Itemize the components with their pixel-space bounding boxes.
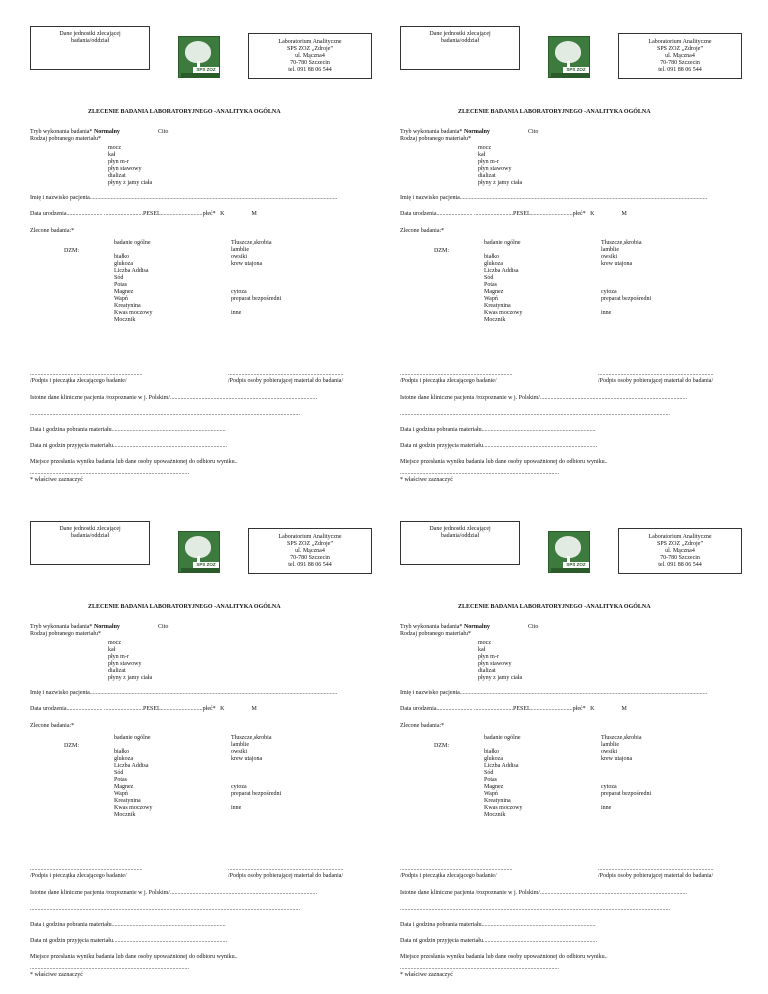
lab-box bbox=[618, 33, 742, 79]
signature-dots-left: ........................................................................... bbox=[400, 866, 513, 872]
tree-icon bbox=[555, 536, 581, 558]
footnote: * właściwe zaznaczyć bbox=[30, 972, 83, 978]
material-label: Rodzaj pobranego materiału* bbox=[30, 136, 101, 142]
tryb-normal[interactable]: Normalny bbox=[463, 129, 490, 135]
lab-address: Laboratorium Analityczne SPS ZOZ „Zdroje” ul. Mączna4 70-780 Szczecin tel. 091 88 06 544 bbox=[278, 39, 342, 73]
tryb-row: Tryb wykonania badania* Normalny bbox=[400, 624, 490, 630]
lab-logo bbox=[178, 36, 220, 78]
lab-address: Laboratorium Analityczne SPS ZOZ „Zdroje” ul. Mączna4 70-780 Szczecin tel. 091 88 06 544 bbox=[648, 39, 712, 73]
tests-column-1[interactable]: badanie ogólne białko glukoza Liczba Addisa Sód Potas Magnez Wapń Kreatynina Kwas moczowy Mocznik bbox=[484, 240, 523, 323]
signature-collecting: /Podpis osoby pobierającej materiał do badania/ bbox=[598, 873, 714, 879]
tests-column-2[interactable]: Tłuszcze,skrobia lamblie owsiki krew utajona cytoza preparat bezpośredni inne bbox=[231, 735, 282, 811]
footer-dots: .......................................................................................................... bbox=[400, 965, 559, 971]
ordering-unit-text: Dane jednostki zlecającej badania/oddział bbox=[429, 31, 491, 44]
clinical-data-dots[interactable]: .................................................................................................................................................................................... bbox=[30, 906, 300, 912]
material-label: Rodzaj pobranego materiału* bbox=[30, 631, 101, 637]
form-title: ZLECENIE BADANIA LABORATORYJNEGO -ANALITYKA OGÓLNA bbox=[458, 109, 651, 115]
collection-time-line[interactable]: Data i godzina pobrania materiału............................................................................ bbox=[400, 427, 596, 433]
clinical-data-dots[interactable]: .................................................................................................................................................................................... bbox=[400, 906, 670, 912]
clinical-data-dots[interactable]: .................................................................................................................................................................................... bbox=[30, 411, 300, 417]
lab-box bbox=[618, 528, 742, 574]
logo-text: SPS ZOZ bbox=[193, 562, 219, 568]
footer-dots: .......................................................................................................... bbox=[30, 965, 189, 971]
clinical-data-line[interactable]: Istotne dane kliniczne pacjenta /rozpoznanie w j. Polskim/.................................................................................................. bbox=[30, 395, 317, 401]
patient-name-line[interactable]: Imię i nazwisko pacjenta..................................................................................................................................................................... bbox=[30, 690, 338, 696]
tryb-cito[interactable]: Cito bbox=[158, 129, 169, 135]
tryb-normal[interactable]: Normalny bbox=[463, 624, 490, 630]
clinical-data-line[interactable]: Istotne dane kliniczne pacjenta /rozpoznanie w j. Polskim/.................................................................................................. bbox=[30, 890, 317, 896]
collection-time-line[interactable]: Data i godzina pobrania materiału............................................................................ bbox=[30, 922, 226, 928]
tryb-row: Tryb wykonania badania* Normalny bbox=[400, 129, 490, 135]
tests-column-1[interactable]: badanie ogólne białko glukoza Liczba Addisa Sód Potas Magnez Wapń Kreatynina Kwas moczowy Mocznik bbox=[114, 735, 153, 818]
tests-column-2[interactable]: Tłuszcze,skrobia lamblie owsiki krew utajona cytoza preparat bezpośredni inne bbox=[231, 240, 282, 316]
dzm-label: DZM: bbox=[434, 743, 449, 749]
material-options[interactable]: mocz kał płyn m-r płyn stawowy dializat płyny z jamy ciała bbox=[478, 145, 523, 186]
tree-icon bbox=[185, 536, 211, 558]
material-label: Rodzaj pobranego materiału* bbox=[400, 631, 471, 637]
tests-column-2[interactable]: Tłuszcze,skrobia lamblie owsiki krew utajona cytoza preparat bezpośredni inne bbox=[601, 735, 652, 811]
tryb-row: Tryb wykonania badania* Normalny bbox=[30, 129, 120, 135]
signature-dots-left: ........................................................................... bbox=[30, 371, 143, 377]
tryb-normal[interactable]: Normalny bbox=[93, 624, 120, 630]
tests-column-2[interactable]: Tłuszcze,skrobia lamblie owsiki krew utajona cytoza preparat bezpośredni inne bbox=[601, 240, 652, 316]
footer-dots: .......................................................................................................... bbox=[30, 470, 189, 476]
clinical-data-line[interactable]: Istotne dane kliniczne pacjenta /rozpoznanie w j. Polskim/.................................................................................................. bbox=[400, 395, 687, 401]
clinical-data-line[interactable]: Istotne dane kliniczne pacjenta /rozpoznanie w j. Polskim/.................................................................................................. bbox=[400, 890, 687, 896]
signature-ordering: /Podpis i pieczątka zlecającego badanie/ bbox=[400, 873, 497, 879]
logo-text: SPS ZOZ bbox=[193, 67, 219, 73]
signature-collecting: /Podpis osoby pobierającej materiał do badania/ bbox=[228, 378, 344, 384]
tryb-cito[interactable]: Cito bbox=[528, 129, 539, 135]
signature-ordering: /Podpis i pieczątka zlecającego badanie/ bbox=[30, 378, 127, 384]
form-title: ZLECENIE BADANIA LABORATORYJNEGO -ANALITYKA OGÓLNA bbox=[88, 604, 281, 610]
signature-dots-right: ............................................................................. bbox=[598, 371, 714, 377]
tree-icon bbox=[555, 41, 581, 63]
lab-logo bbox=[178, 531, 220, 573]
ordering-unit-text: Dane jednostki zlecającej badania/oddział bbox=[59, 526, 121, 539]
dzm-label: DZM: bbox=[64, 743, 79, 749]
lab-box bbox=[248, 33, 372, 79]
result-destination-line[interactable]: Miejsce przesłania wyniku badania lub dane osoby upoważnionej do odbioru wyniku.. bbox=[400, 954, 608, 960]
signature-dots-left: ........................................................................... bbox=[400, 371, 513, 377]
patient-name-line[interactable]: Imię i nazwisko pacjenta..................................................................................................................................................................... bbox=[30, 195, 338, 201]
collection-time-line[interactable]: Data i godzina pobrania materiału............................................................................ bbox=[400, 922, 596, 928]
logo-text: SPS ZOZ bbox=[563, 67, 589, 73]
tryb-normal[interactable]: Normalny bbox=[93, 129, 120, 135]
patient-name-line[interactable]: Imię i nazwisko pacjenta..................................................................................................................................................................... bbox=[400, 195, 708, 201]
order-form bbox=[0, 495, 384, 992]
lab-logo bbox=[548, 36, 590, 78]
birth-pesel-line[interactable]: Data urodzenia........................ ..........................PESEL............................płeć* K M bbox=[400, 211, 627, 217]
birth-pesel-line[interactable]: Data urodzenia........................ ..........................PESEL............................płeć* K M bbox=[30, 706, 257, 712]
footnote: * właściwe zaznaczyć bbox=[400, 477, 453, 483]
tests-column-1[interactable]: badanie ogólne białko glukoza Liczba Addisa Sód Potas Magnez Wapń Kreatynina Kwas moczowy Mocznik bbox=[114, 240, 153, 323]
dzm-label: DZM: bbox=[434, 248, 449, 254]
receipt-time-line[interactable]: Data ni godzin przyjęcia materiału............................................................................ bbox=[400, 938, 597, 944]
ordered-tests-label: Zlecone badania:* bbox=[400, 228, 445, 234]
ordering-unit-box bbox=[400, 521, 520, 565]
signature-dots-right: ............................................................................. bbox=[598, 866, 714, 872]
footnote: * właściwe zaznaczyć bbox=[30, 477, 83, 483]
material-label: Rodzaj pobranego materiału* bbox=[400, 136, 471, 142]
signature-collecting: /Podpis osoby pobierającej materiał do badania/ bbox=[228, 873, 344, 879]
material-options[interactable]: mocz kał płyn m-r płyn stawowy dializat płyny z jamy ciała bbox=[108, 145, 153, 186]
signature-dots-right: ............................................................................. bbox=[228, 866, 344, 872]
form-title: ZLECENIE BADANIA LABORATORYJNEGO -ANALITYKA OGÓLNA bbox=[88, 109, 281, 115]
result-destination-line[interactable]: Miejsce przesłania wyniku badania lub dane osoby upoważnionej do odbioru wyniku.. bbox=[30, 459, 238, 465]
ordering-unit-box bbox=[30, 521, 150, 565]
order-form bbox=[370, 495, 754, 992]
ordered-tests-label: Zlecone badania:* bbox=[30, 228, 75, 234]
birth-pesel-line[interactable]: Data urodzenia........................ ..........................PESEL............................płeć* K M bbox=[400, 706, 627, 712]
lab-address: Laboratorium Analityczne SPS ZOZ „Zdroje” ul. Mączna4 70-780 Szczecin tel. 091 88 06 544 bbox=[278, 534, 342, 568]
material-options[interactable]: mocz kał płyn m-r płyn stawowy dializat płyny z jamy ciała bbox=[108, 640, 153, 681]
ordering-unit-text: Dane jednostki zlecającej badania/oddział bbox=[429, 526, 491, 539]
ordered-tests-label: Zlecone badania:* bbox=[30, 723, 75, 729]
signature-collecting: /Podpis osoby pobierającej materiał do badania/ bbox=[598, 378, 714, 384]
order-form bbox=[370, 0, 754, 497]
patient-name-line[interactable]: Imię i nazwisko pacjenta..................................................................................................................................................................... bbox=[400, 690, 708, 696]
tryb-cito[interactable]: Cito bbox=[158, 624, 169, 630]
lab-address: Laboratorium Analityczne SPS ZOZ „Zdroje” ul. Mączna4 70-780 Szczecin tel. 091 88 06 544 bbox=[648, 534, 712, 568]
logo-text: SPS ZOZ bbox=[563, 562, 589, 568]
lab-box bbox=[248, 528, 372, 574]
result-destination-line[interactable]: Miejsce przesłania wyniku badania lub dane osoby upoważnionej do odbioru wyniku.. bbox=[30, 954, 238, 960]
signature-dots-right: ............................................................................. bbox=[228, 371, 344, 377]
tests-column-1[interactable]: badanie ogólne białko glukoza Liczba Addisa Sód Potas Magnez Wapń Kreatynina Kwas moczowy Mocznik bbox=[484, 735, 523, 818]
receipt-time-line[interactable]: Data ni godzin przyjęcia materiału............................................................................ bbox=[400, 443, 597, 449]
ordered-tests-label: Zlecone badania:* bbox=[400, 723, 445, 729]
form-title: ZLECENIE BADANIA LABORATORYJNEGO -ANALITYKA OGÓLNA bbox=[458, 604, 651, 610]
ordering-unit-box bbox=[30, 26, 150, 70]
tryb-cito[interactable]: Cito bbox=[528, 624, 539, 630]
material-options[interactable]: mocz kał płyn m-r płyn stawowy dializat płyny z jamy ciała bbox=[478, 640, 523, 681]
result-destination-line[interactable]: Miejsce przesłania wyniku badania lub dane osoby upoważnionej do odbioru wyniku.. bbox=[400, 459, 608, 465]
receipt-time-line[interactable]: Data ni godzin przyjęcia materiału............................................................................ bbox=[30, 938, 227, 944]
signature-ordering: /Podpis i pieczątka zlecającego badanie/ bbox=[400, 378, 497, 384]
lab-logo bbox=[548, 531, 590, 573]
footer-dots: .......................................................................................................... bbox=[400, 470, 559, 476]
tree-icon bbox=[185, 41, 211, 63]
order-form bbox=[0, 0, 384, 497]
tryb-row: Tryb wykonania badania* Normalny bbox=[30, 624, 120, 630]
ordering-unit-box bbox=[400, 26, 520, 70]
dzm-label: DZM: bbox=[64, 248, 79, 254]
collection-time-line[interactable]: Data i godzina pobrania materiału............................................................................ bbox=[30, 427, 226, 433]
clinical-data-dots[interactable]: .................................................................................................................................................................................... bbox=[400, 411, 670, 417]
birth-pesel-line[interactable]: Data urodzenia........................ ..........................PESEL............................płeć* K M bbox=[30, 211, 257, 217]
footnote: * właściwe zaznaczyć bbox=[400, 972, 453, 978]
signature-ordering: /Podpis i pieczątka zlecającego badanie/ bbox=[30, 873, 127, 879]
ordering-unit-text: Dane jednostki zlecającej badania/oddział bbox=[59, 31, 121, 44]
receipt-time-line[interactable]: Data ni godzin przyjęcia materiału............................................................................ bbox=[30, 443, 227, 449]
signature-dots-left: ........................................................................... bbox=[30, 866, 143, 872]
